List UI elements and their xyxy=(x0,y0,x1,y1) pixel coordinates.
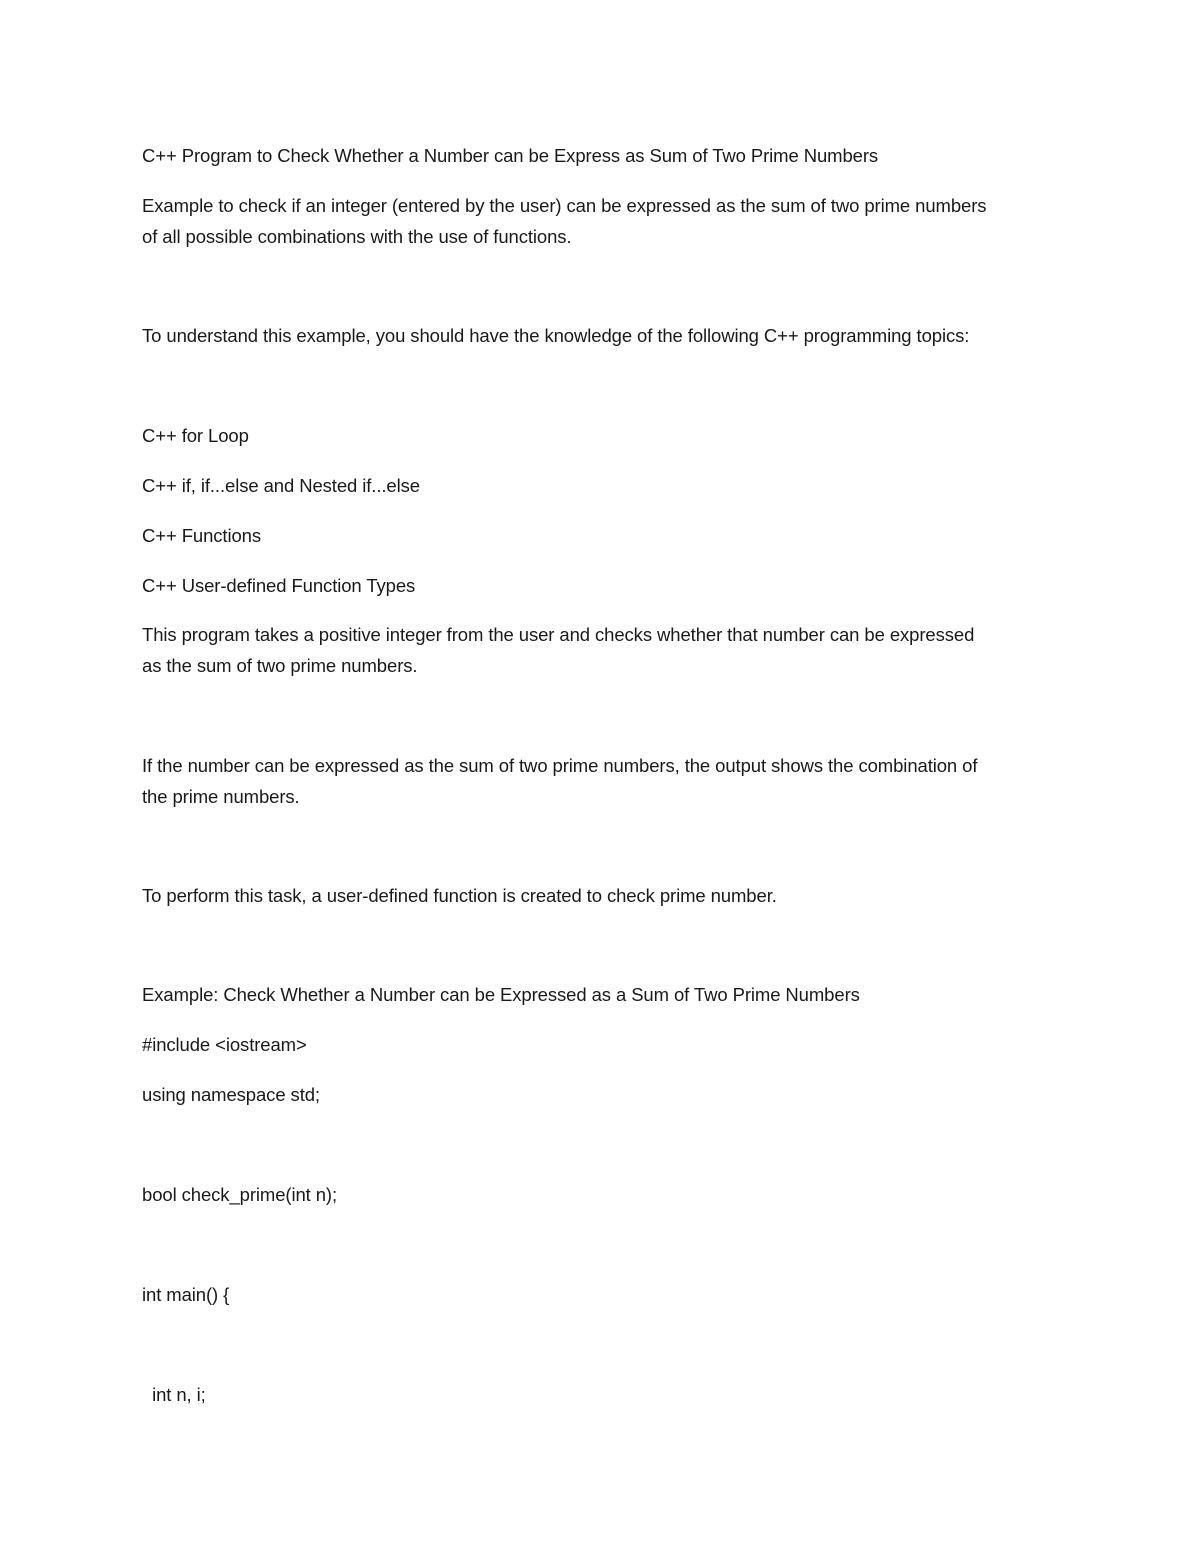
code-line-include: #include <iostream> xyxy=(142,1034,307,1055)
prerequisite-text: To understand this example, you should have the knowledge of the following C++ programming topics: xyxy=(142,325,970,346)
intro-paragraph-line-2: of all possible combinations with the use of functions. xyxy=(142,226,572,247)
code-line-main: int main() { xyxy=(142,1284,230,1305)
output-description-line-1: If the number can be expressed as the sum of two prime numbers, the output shows the combination of xyxy=(142,755,978,776)
topic-item-functions: C++ Functions xyxy=(142,525,262,546)
output-description-line-2: the prime numbers. xyxy=(142,786,300,807)
example-heading: Example: Check Whether a Number can be Expressed as a Sum of Two Prime Numbers xyxy=(142,984,860,1005)
topic-item-user-defined-function-types: C++ User-defined Function Types xyxy=(142,575,416,596)
code-line-prototype: bool check_prime(int n); xyxy=(142,1184,338,1205)
code-line-namespace: using namespace std; xyxy=(142,1084,320,1105)
code-line-declaration: int n, i; xyxy=(142,1384,206,1405)
document-title: C++ Program to Check Whether a Number can be Express as Sum of Two Prime Numbers xyxy=(142,145,879,166)
intro-paragraph-line-1: Example to check if an integer (entered by the user) can be expressed as the sum of two prime numbers xyxy=(142,195,987,216)
description-line-2: as the sum of two prime numbers. xyxy=(142,655,418,676)
topic-item-for-loop: C++ for Loop xyxy=(142,425,249,446)
description-line-1: This program takes a positive integer from the user and checks whether that number can be expressed xyxy=(142,624,975,645)
topic-item-if-else: C++ if, if...else and Nested if...else xyxy=(142,475,420,496)
task-description: To perform this task, a user-defined function is created to check prime number. xyxy=(142,885,777,906)
